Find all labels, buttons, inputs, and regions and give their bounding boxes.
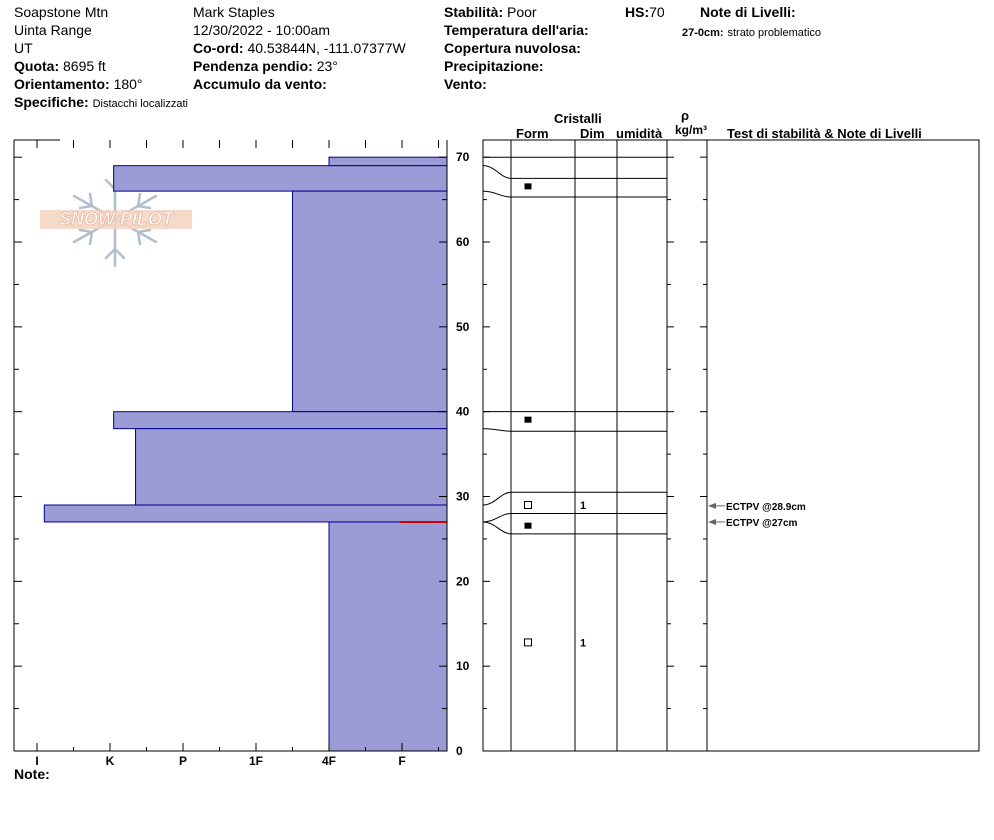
specifics-value: Distacchi localizzati [92, 98, 188, 110]
grain-form-symbol [525, 523, 532, 529]
layer-note-text: strato problematico [727, 27, 822, 39]
wind-label: Vento: [444, 76, 487, 92]
stability-label: Stabilità: [444, 4, 504, 20]
x-tick-label: K [105, 754, 115, 768]
grain-form-symbol [525, 417, 532, 423]
hardness-layer-bar [114, 166, 447, 191]
elevation-label: Quota: [14, 58, 60, 74]
slope-label: Pendenza pendio: [193, 58, 313, 74]
stability-test-label: ECTPV @28.9cm [726, 501, 806, 513]
x-tick-label: P [178, 754, 188, 768]
grain-form-symbol [525, 183, 532, 189]
grain-form-symbol [525, 501, 532, 508]
hardness-layer-bar [329, 157, 447, 165]
density-unit: kg/m³ [675, 123, 708, 137]
range-name: Uinta Range [14, 22, 92, 38]
coord-value: 40.53844N, -111.07377W [247, 40, 406, 56]
x-tick-label: F [398, 754, 406, 768]
layer-note-depth: 27-0cm: [682, 27, 724, 39]
hardness-layer-bar [44, 505, 447, 522]
cloud-cover-label: Copertura nuvolosa: [444, 40, 581, 56]
specifics-label: Specifiche: [14, 94, 89, 110]
x-tick-label: I [35, 754, 39, 768]
hardness-layer-bar [114, 412, 447, 429]
stability-value: Poor [507, 4, 537, 20]
hardness-bars [44, 157, 447, 751]
x-tick-label: 4F [321, 754, 337, 768]
hs-value: 70 [649, 4, 665, 20]
y-tick-labels [456, 150, 470, 758]
slope-value: 23° [316, 58, 338, 74]
state-name: UT [14, 40, 33, 56]
test-arrow-head [708, 503, 716, 509]
notes-label: Note: [14, 766, 50, 782]
elevation-value: 8695 ft [63, 58, 106, 74]
y-tick-label: 20 [456, 574, 470, 589]
precipitation-label: Precipitazione: [444, 58, 544, 74]
hs-label: HS: [625, 4, 650, 20]
tests-header: Test di stabilità & Note di Livelli [727, 126, 922, 141]
aspect-value: 180° [113, 76, 143, 92]
aspect-label: Orientamento: [14, 76, 110, 92]
y-tick-label: 40 [456, 404, 470, 419]
air-temp-label: Temperatura dell'aria: [444, 22, 589, 38]
moisture-header: umidità [616, 126, 663, 141]
form-header: Form [516, 126, 549, 141]
crystals-header: Cristalli [554, 111, 602, 126]
location-name: Soapstone Mtn [14, 4, 109, 20]
grain-form-symbol [525, 639, 532, 646]
stability-test-label: ECTPV @27cm [726, 517, 798, 529]
observer-name: Mark Staples [193, 4, 275, 20]
y-tick-label: 50 [456, 319, 470, 334]
coord-label: Co-ord: [193, 40, 244, 56]
stability-tests [708, 502, 806, 529]
x-tick-labels [35, 754, 405, 768]
density-symbol: ρ [681, 108, 690, 123]
y-tick-label: 10 [456, 659, 470, 674]
x-tick-label: 1F [248, 754, 264, 768]
y-tick-label: 30 [456, 489, 470, 504]
hardness-layer-bar [293, 191, 448, 412]
grain-rows [525, 183, 587, 649]
y-tick-label: 0 [456, 744, 463, 758]
grain-table [483, 140, 979, 751]
observation-datetime: 12/30/2022 - 10:00am [193, 22, 330, 38]
hardness-layer-bar [136, 429, 447, 505]
layer-notes-label: Note di Livelli: [700, 4, 796, 20]
grain-size: 1 [580, 499, 587, 512]
table-frame [483, 140, 979, 751]
y-tick-label: 60 [456, 235, 470, 250]
logo-text: SNOW PILOT [59, 209, 173, 229]
size-header: Dim [580, 126, 605, 141]
y-tick-label: 70 [456, 150, 470, 165]
test-arrow-head [708, 519, 716, 525]
wind-load-label: Accumulo da vento: [193, 76, 327, 92]
grain-size: 1 [580, 637, 587, 650]
hardness-layer-bar [329, 522, 447, 751]
